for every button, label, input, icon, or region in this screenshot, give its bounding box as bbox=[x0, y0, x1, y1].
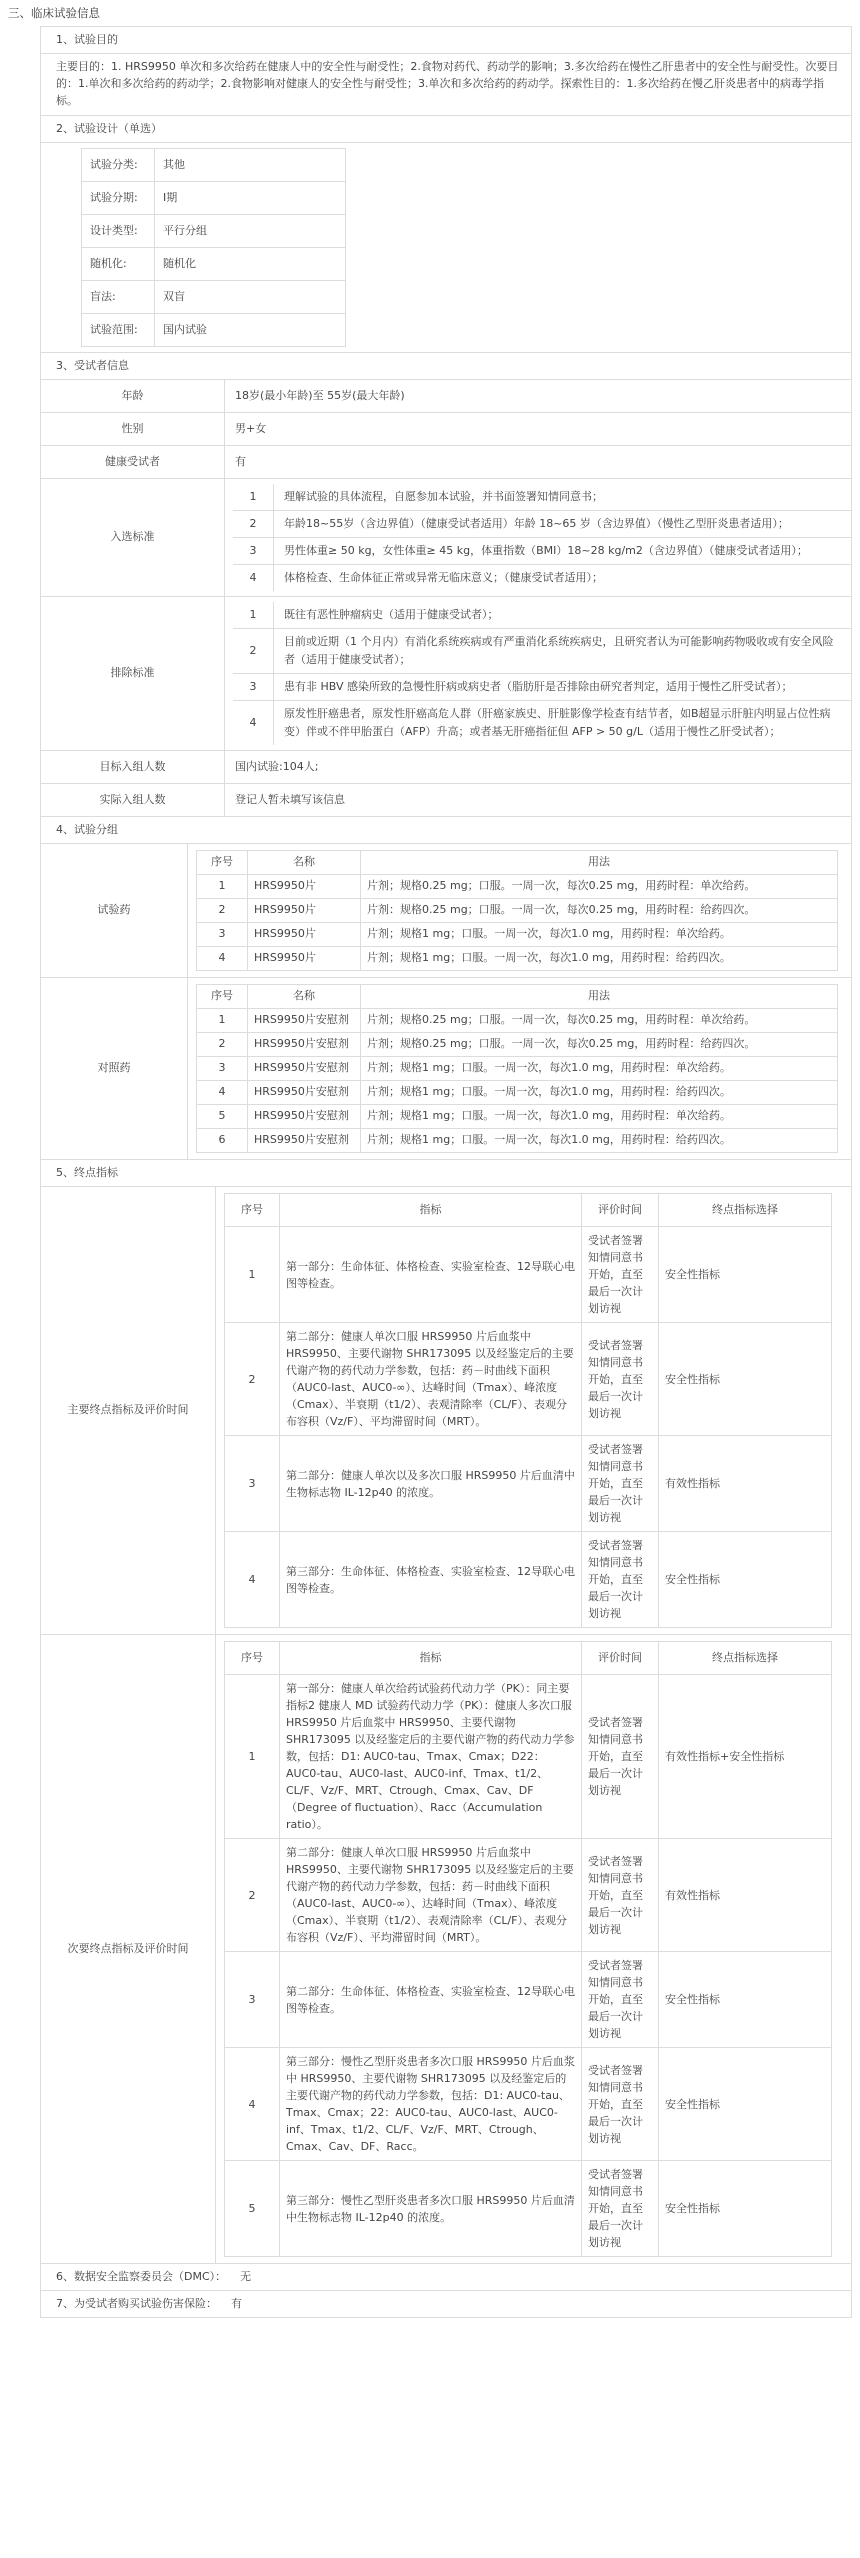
col-usage: 用法 bbox=[361, 985, 838, 1009]
healthy-row bbox=[41, 446, 851, 479]
test-drug-item bbox=[197, 899, 838, 923]
endpoint-indicator: 第三部分：慢性乙型肝炎患者多次口服 HRS9950 片后血清中生物标志物 IL-12p40 的浓度。 bbox=[280, 2161, 582, 2257]
drug-usage: 片剂；规格0.25 mg；口服。一周一次，每次0.25 mg，用药时程：给药四次。 bbox=[361, 1033, 838, 1057]
drug-name: HRS9950片 bbox=[248, 899, 361, 923]
drug-usage: 片剂；规格1 mg；口服。一周一次，每次1.0 mg，用药时程：给药四次。 bbox=[361, 947, 838, 971]
drug-number: 5 bbox=[197, 1105, 248, 1129]
inclusion-item bbox=[233, 484, 851, 511]
endpoint-indicator: 第二部分：健康人单次口服 HRS9950 片后血浆中 HRS9950、主要代谢物 SHR173095 以及经鉴定后的主要代谢产物的药代动力学参数，包括：药－时曲线下面积（AUC0-last、AUC0-∞）、达峰时间（Tmax）、峰浓度（Cmax）、半衰期（t1/2）、表观清除率（CL/F）、表观分布容积（Vz/F）、平均滞留时间（MRT）。 bbox=[280, 1323, 582, 1436]
endpoint-number: 4 bbox=[225, 2048, 280, 2161]
groups-heading: 4、试验分组 bbox=[41, 817, 851, 844]
drug-number: 2 bbox=[197, 1033, 248, 1057]
inclusion-table bbox=[233, 484, 851, 591]
drug-name: HRS9950片 bbox=[248, 875, 361, 899]
endpoint-number: 2 bbox=[225, 1323, 280, 1436]
col-name: 名称 bbox=[248, 985, 361, 1009]
endpoint-indicator: 第一部分：生命体征、体格检查、实验室检查、12导联心电图等检查。 bbox=[280, 1227, 582, 1323]
col-no: 序号 bbox=[225, 1194, 280, 1227]
endpoint-number: 3 bbox=[225, 1436, 280, 1532]
control-drug-item bbox=[197, 1105, 838, 1129]
endpoint-type: 有效性指标+安全性指标 bbox=[659, 1675, 832, 1839]
design-value: 双盲 bbox=[155, 281, 346, 314]
endpoint-number: 4 bbox=[225, 1532, 280, 1628]
design-row bbox=[82, 182, 346, 215]
exclusion-table bbox=[233, 602, 851, 745]
control-drug-item bbox=[197, 1129, 838, 1153]
col-indicator: 指标 bbox=[280, 1642, 582, 1675]
col-no: 序号 bbox=[197, 851, 248, 875]
endpoint-indicator: 第二部分：健康人单次以及多次口服 HRS9950 片后血清中生物标志物 IL-12p40 的浓度。 bbox=[280, 1436, 582, 1532]
design-key: 随机化: bbox=[82, 248, 155, 281]
design-key: 试验分期: bbox=[82, 182, 155, 215]
endpoint-indicator: 第一部分：健康人单次给药试验药代动力学（PK）：同主要指标2 健康人 MD 试验药代动力学（PK）：健康人多次口服 HRS9950 片后血浆中 HRS9950、主要代谢物 SHR173095 以及经鉴定后的主要代谢产物的药代动力学参数，包括：D1: AUC0-tau、Tmax、Cmax；D22：AUC0-tau、AUC0-last、AUC0-inf、Tmax、t1/2、CL/F、Vz/F、MRT、Ctrough、Cmax、Cav、DF（Degree of fluctuation）、Racc（Accumulation ratio）。 bbox=[280, 1675, 582, 1839]
control-drug-item bbox=[197, 1081, 838, 1105]
secondary-endpoint-row bbox=[41, 1635, 851, 2264]
secondary-endpoint-item bbox=[225, 1675, 832, 1839]
col-indicator: 指标 bbox=[280, 1194, 582, 1227]
design-row bbox=[82, 281, 346, 314]
insurance-section bbox=[41, 2291, 851, 2317]
drug-name: HRS9950片安慰剂 bbox=[248, 1009, 361, 1033]
endpoint-eval-time: 受试者签署知情同意书开始，直至最后一次计划访视 bbox=[582, 1952, 659, 2048]
col-endpoint-type: 终点指标选择 bbox=[659, 1642, 832, 1675]
test-drug-item bbox=[197, 875, 838, 899]
trial-info-panel bbox=[40, 26, 852, 2318]
inclusion-item bbox=[233, 538, 851, 565]
endpoint-type: 有效性指标 bbox=[659, 1839, 832, 1952]
control-drug-label: 对照药 bbox=[41, 978, 188, 1160]
criterion-number: 4 bbox=[233, 701, 274, 746]
drug-name: HRS9950片安慰剂 bbox=[248, 1033, 361, 1057]
control-drug-table bbox=[196, 984, 838, 1153]
criterion-number: 3 bbox=[233, 674, 274, 701]
drug-usage: 片剂：规格0.25 mg；口服。一周一次，每次0.25 mg，用药时程：给药四次。 bbox=[361, 899, 838, 923]
design-table bbox=[81, 148, 346, 347]
inclusion-item bbox=[233, 511, 851, 538]
secondary-endpoint-table bbox=[224, 1641, 832, 2257]
design-row bbox=[82, 314, 346, 347]
col-usage: 用法 bbox=[361, 851, 838, 875]
healthy-value: 有 bbox=[225, 446, 852, 479]
exclusion-label: 排除标准 bbox=[41, 597, 225, 751]
drug-number: 4 bbox=[197, 1081, 248, 1105]
design-value: 国内试验 bbox=[155, 314, 346, 347]
criterion-number: 3 bbox=[233, 538, 274, 565]
objective-text: 1. HRS9950 单次和多次给药在健康人中的安全性与耐受性；2.食物对药代、药动学的影响；3.多次给药在慢性乙肝患者中的安全性与耐受性。次要目的：1.单次和多次给药的药动学；2.食物影响对健康人的安全性与耐受性；3.单次和多次给药的药动学。探索性目的：1.多次给药在慢乙肝炎患者中的病毒学指标。 bbox=[56, 60, 839, 107]
insurance-value: 有 bbox=[231, 2297, 242, 2310]
objective-label: 主要目的： bbox=[56, 60, 111, 73]
primary-endpoint-label: 主要终点指标及评价时间 bbox=[41, 1187, 216, 1635]
target-label: 目标入组人数 bbox=[41, 751, 225, 784]
exclusion-item bbox=[233, 602, 851, 629]
drug-name: HRS9950片 bbox=[248, 947, 361, 971]
insurance-label: 7、为受试者购买试验伤害保险： bbox=[56, 2297, 217, 2310]
design-value: 随机化 bbox=[155, 248, 346, 281]
primary-endpoint-item bbox=[225, 1323, 832, 1436]
secondary-endpoint-item bbox=[225, 1839, 832, 1952]
endpoint-eval-time: 受试者签署知情同意书开始，直至最后一次计划访视 bbox=[582, 1323, 659, 1436]
endpoint-type: 安全性指标 bbox=[659, 2161, 832, 2257]
gender-value: 男+女 bbox=[225, 413, 852, 446]
drug-number: 6 bbox=[197, 1129, 248, 1153]
page-title: 三、临床试验信息 bbox=[8, 6, 100, 20]
actual-value: 登记人暂未填写该信息 bbox=[225, 784, 852, 817]
endpoint-indicator: 第三部分：慢性乙型肝炎患者多次口服 HRS9950 片后血浆中 HRS9950、主要代谢物 SHR173095 以及经鉴定后的主要代谢产物的药代动力学参数，包括：D1: AUC0-tau、Tmax、Cmax；22：AUC0-tau、AUC0-last、AUC0-inf、Tmax、t1/2、CL/F、Vz/F、MRT、Ctrough、Cmax、Cav、DF、Racc。 bbox=[280, 2048, 582, 2161]
endpoint-eval-time: 受试者签署知情同意书开始，直至最后一次计划访视 bbox=[582, 2048, 659, 2161]
criterion-number: 1 bbox=[233, 484, 274, 511]
exclusion-item bbox=[233, 629, 851, 674]
dmc-line bbox=[41, 2264, 851, 2290]
criterion-text: 患有非 HBV 感染所致的急慢性肝病或病史者（脂肪肝是否排除由研究者判定，适用于慢性乙肝受试者）； bbox=[274, 674, 852, 701]
drug-number: 1 bbox=[197, 875, 248, 899]
primary-endpoint-item bbox=[225, 1436, 832, 1532]
endpoint-number: 2 bbox=[225, 1839, 280, 1952]
design-row bbox=[82, 248, 346, 281]
primary-endpoint-item bbox=[225, 1532, 832, 1628]
dmc-section bbox=[41, 2264, 851, 2291]
endpoint-type: 安全性指标 bbox=[659, 1227, 832, 1323]
col-eval-time: 评价时间 bbox=[582, 1642, 659, 1675]
insurance-line bbox=[41, 2291, 851, 2317]
col-eval-time: 评价时间 bbox=[582, 1194, 659, 1227]
drug-usage: 片剂；规格1 mg；口服。一周一次，每次1.0 mg，用药时程：单次给药。 bbox=[361, 1057, 838, 1081]
design-value: 其他 bbox=[155, 149, 346, 182]
target-value: 国内试验:104人; bbox=[225, 751, 852, 784]
drug-number: 4 bbox=[197, 947, 248, 971]
criterion-text: 原发性肝癌患者，原发性肝癌高危人群（肝癌家族史、肝脏影像学检查有结节者，如B超显示肝脏内明显占位性病变）伴或不伴甲胎蛋白（AFP）升高；或者基无肝癌指征但 AFP > 50 g/L（适用于慢性乙肝受试者）； bbox=[274, 701, 852, 746]
drug-number: 3 bbox=[197, 923, 248, 947]
drug-name: HRS9950片安慰剂 bbox=[248, 1057, 361, 1081]
design-row bbox=[82, 215, 346, 248]
subjects-section bbox=[41, 353, 851, 817]
drug-usage: 片剂；规格1 mg；口服。一周一次，每次1.0 mg，用药时程：单次给药。 bbox=[361, 923, 838, 947]
design-row bbox=[82, 149, 346, 182]
test-drug-row bbox=[41, 844, 851, 978]
target-row bbox=[41, 751, 851, 784]
criterion-text: 体格检查、生命体征正常或异常无临床意义；（健康受试者适用）； bbox=[274, 565, 852, 592]
criterion-text: 既往有恶性肿瘤病史（适用于健康受试者）； bbox=[274, 602, 852, 629]
test-drug-label: 试验药 bbox=[41, 844, 188, 978]
drug-number: 1 bbox=[197, 1009, 248, 1033]
drug-usage: 片剂；规格0.25 mg；口服。一周一次，每次0.25 mg，用药时程：单次给药。 bbox=[361, 875, 838, 899]
inclusion-label: 入选标准 bbox=[41, 479, 225, 597]
control-drug-item bbox=[197, 1057, 838, 1081]
secondary-endpoint-item bbox=[225, 2048, 832, 2161]
endpoints-section bbox=[41, 1160, 851, 2264]
groups-table bbox=[41, 844, 851, 1159]
col-no: 序号 bbox=[197, 985, 248, 1009]
criterion-text: 理解试验的具体流程，自愿参加本试验，并书面签署知情同意书； bbox=[274, 484, 852, 511]
endpoints-table bbox=[41, 1187, 851, 2263]
endpoint-number: 1 bbox=[225, 1227, 280, 1323]
endpoints-heading: 5、终点指标 bbox=[41, 1160, 851, 1187]
endpoint-number: 1 bbox=[225, 1675, 280, 1839]
control-drug-row bbox=[41, 978, 851, 1160]
criterion-number: 1 bbox=[233, 602, 274, 629]
endpoint-eval-time: 受试者签署知情同意书开始，直至最后一次计划访视 bbox=[582, 1436, 659, 1532]
endpoint-eval-time: 受试者签署知情同意书开始，直至最后一次计划访视 bbox=[582, 1227, 659, 1323]
age-value: 18岁(最小年龄)至 55岁(最大年龄) bbox=[225, 380, 852, 413]
endpoint-type: 安全性指标 bbox=[659, 1952, 832, 2048]
secondary-endpoint-item bbox=[225, 1952, 832, 2048]
endpoint-eval-time: 受试者签署知情同意书开始，直至最后一次计划访视 bbox=[582, 1532, 659, 1628]
endpoint-indicator: 第二部分：生命体征、体格检查、实验室检查、12导联心电图等检查。 bbox=[280, 1952, 582, 2048]
endpoint-type: 安全性指标 bbox=[659, 1532, 832, 1628]
endpoint-eval-time: 受试者签署知情同意书开始，直至最后一次计划访视 bbox=[582, 2161, 659, 2257]
age-label: 年龄 bbox=[41, 380, 225, 413]
design-section bbox=[41, 116, 851, 353]
secondary-endpoint-item bbox=[225, 2161, 832, 2257]
endpoint-type: 安全性指标 bbox=[659, 1323, 832, 1436]
endpoint-number: 3 bbox=[225, 1952, 280, 2048]
drug-number: 3 bbox=[197, 1057, 248, 1081]
endpoint-eval-time: 受试者签署知情同意书开始，直至最后一次计划访视 bbox=[582, 1839, 659, 1952]
drug-name: HRS9950片安慰剂 bbox=[248, 1105, 361, 1129]
groups-section bbox=[41, 817, 851, 1160]
drug-usage: 片剂；规格1 mg；口服。一周一次，每次1.0 mg，用药时程：给药四次。 bbox=[361, 1129, 838, 1153]
exclusion-row bbox=[41, 597, 851, 751]
design-heading: 2、试验设计（单选） bbox=[41, 116, 851, 143]
criterion-text: 男性体重≥ 50 kg，女性体重≥ 45 kg，体重指数（BMI）18~28 kg/m2（含边界值）（健康受试者适用）； bbox=[274, 538, 852, 565]
drug-name: HRS9950片安慰剂 bbox=[248, 1129, 361, 1153]
control-drug-item bbox=[197, 1009, 838, 1033]
objective-heading: 1、试验目的 bbox=[41, 27, 851, 54]
endpoint-number: 5 bbox=[225, 2161, 280, 2257]
design-key: 试验范围: bbox=[82, 314, 155, 347]
design-value: I期 bbox=[155, 182, 346, 215]
objective-section bbox=[41, 27, 851, 116]
test-drug-table bbox=[196, 850, 838, 971]
primary-endpoint-item bbox=[225, 1227, 832, 1323]
design-key: 设计类型: bbox=[82, 215, 155, 248]
criterion-number: 2 bbox=[233, 511, 274, 538]
criterion-number: 4 bbox=[233, 565, 274, 592]
gender-label: 性别 bbox=[41, 413, 225, 446]
col-endpoint-type: 终点指标选择 bbox=[659, 1194, 832, 1227]
endpoint-type: 安全性指标 bbox=[659, 2048, 832, 2161]
subjects-heading: 3、受试者信息 bbox=[41, 353, 851, 380]
test-drug-item bbox=[197, 923, 838, 947]
col-no: 序号 bbox=[225, 1642, 280, 1675]
criterion-text: 年龄18~55岁（含边界值）（健康受试者适用）年龄 18~65 岁（含边界值）（慢性乙型肝炎患者适用）； bbox=[274, 511, 852, 538]
drug-usage: 片剂；规格1 mg；口服。一周一次，每次1.0 mg，用药时程：单次给药。 bbox=[361, 1105, 838, 1129]
drug-usage: 片剂；规格0.25 mg；口服。一周一次，每次0.25 mg，用药时程：单次给药。 bbox=[361, 1009, 838, 1033]
endpoint-indicator: 第三部分：生命体征、体格检查、实验室检查、12导联心电图等检查。 bbox=[280, 1532, 582, 1628]
test-drug-item bbox=[197, 947, 838, 971]
criterion-number: 2 bbox=[233, 629, 274, 674]
criterion-text: 目前或近期（1 个月内）有消化系统疾病或有严重消化系统疾病史，且研究者认为可能影响药物吸收或有安全风险者（适用于健康受试者）； bbox=[274, 629, 852, 674]
dmc-value: 无 bbox=[240, 2270, 252, 2283]
exclusion-item bbox=[233, 674, 851, 701]
endpoint-eval-time: 受试者签署知情同意书开始，直至最后一次计划访视 bbox=[582, 1675, 659, 1839]
design-value: 平行分组 bbox=[155, 215, 346, 248]
age-row bbox=[41, 380, 851, 413]
exclusion-item bbox=[233, 701, 851, 746]
endpoint-type: 有效性指标 bbox=[659, 1436, 832, 1532]
inclusion-item bbox=[233, 565, 851, 592]
actual-label: 实际入组人数 bbox=[41, 784, 225, 817]
primary-endpoint-row bbox=[41, 1187, 851, 1635]
actual-row bbox=[41, 784, 851, 817]
design-key: 盲法: bbox=[82, 281, 155, 314]
inclusion-row bbox=[41, 479, 851, 597]
dmc-label: 6、数据安全监察委员会（DMC）： bbox=[56, 2270, 227, 2283]
control-drug-item bbox=[197, 1033, 838, 1057]
gender-row bbox=[41, 413, 851, 446]
objective-text-block bbox=[41, 54, 851, 115]
primary-endpoint-table bbox=[224, 1193, 832, 1628]
drug-name: HRS9950片 bbox=[248, 923, 361, 947]
secondary-endpoint-label: 次要终点指标及评价时间 bbox=[41, 1635, 216, 2264]
col-name: 名称 bbox=[248, 851, 361, 875]
healthy-label: 健康受试者 bbox=[41, 446, 225, 479]
drug-number: 2 bbox=[197, 899, 248, 923]
subjects-table bbox=[41, 380, 851, 816]
drug-name: HRS9950片安慰剂 bbox=[248, 1081, 361, 1105]
design-key: 试验分类: bbox=[82, 149, 155, 182]
endpoint-indicator: 第二部分：健康人单次口服 HRS9950 片后血浆中 HRS9950、主要代谢物 SHR173095 以及经鉴定后的主要代谢产物的药代动力学参数，包括：药－时曲线下面积（AUC0-last、AUC0-∞）、达峰时间（Tmax）、峰浓度（Cmax）、半衰期（t1/2）、表观清除率（CL/F）、表观分布容积（Vz/F）、平均滞留时间（MRT）。 bbox=[280, 1839, 582, 1952]
drug-usage: 片剂；规格1 mg；口服。一周一次，每次1.0 mg，用药时程：给药四次。 bbox=[361, 1081, 838, 1105]
